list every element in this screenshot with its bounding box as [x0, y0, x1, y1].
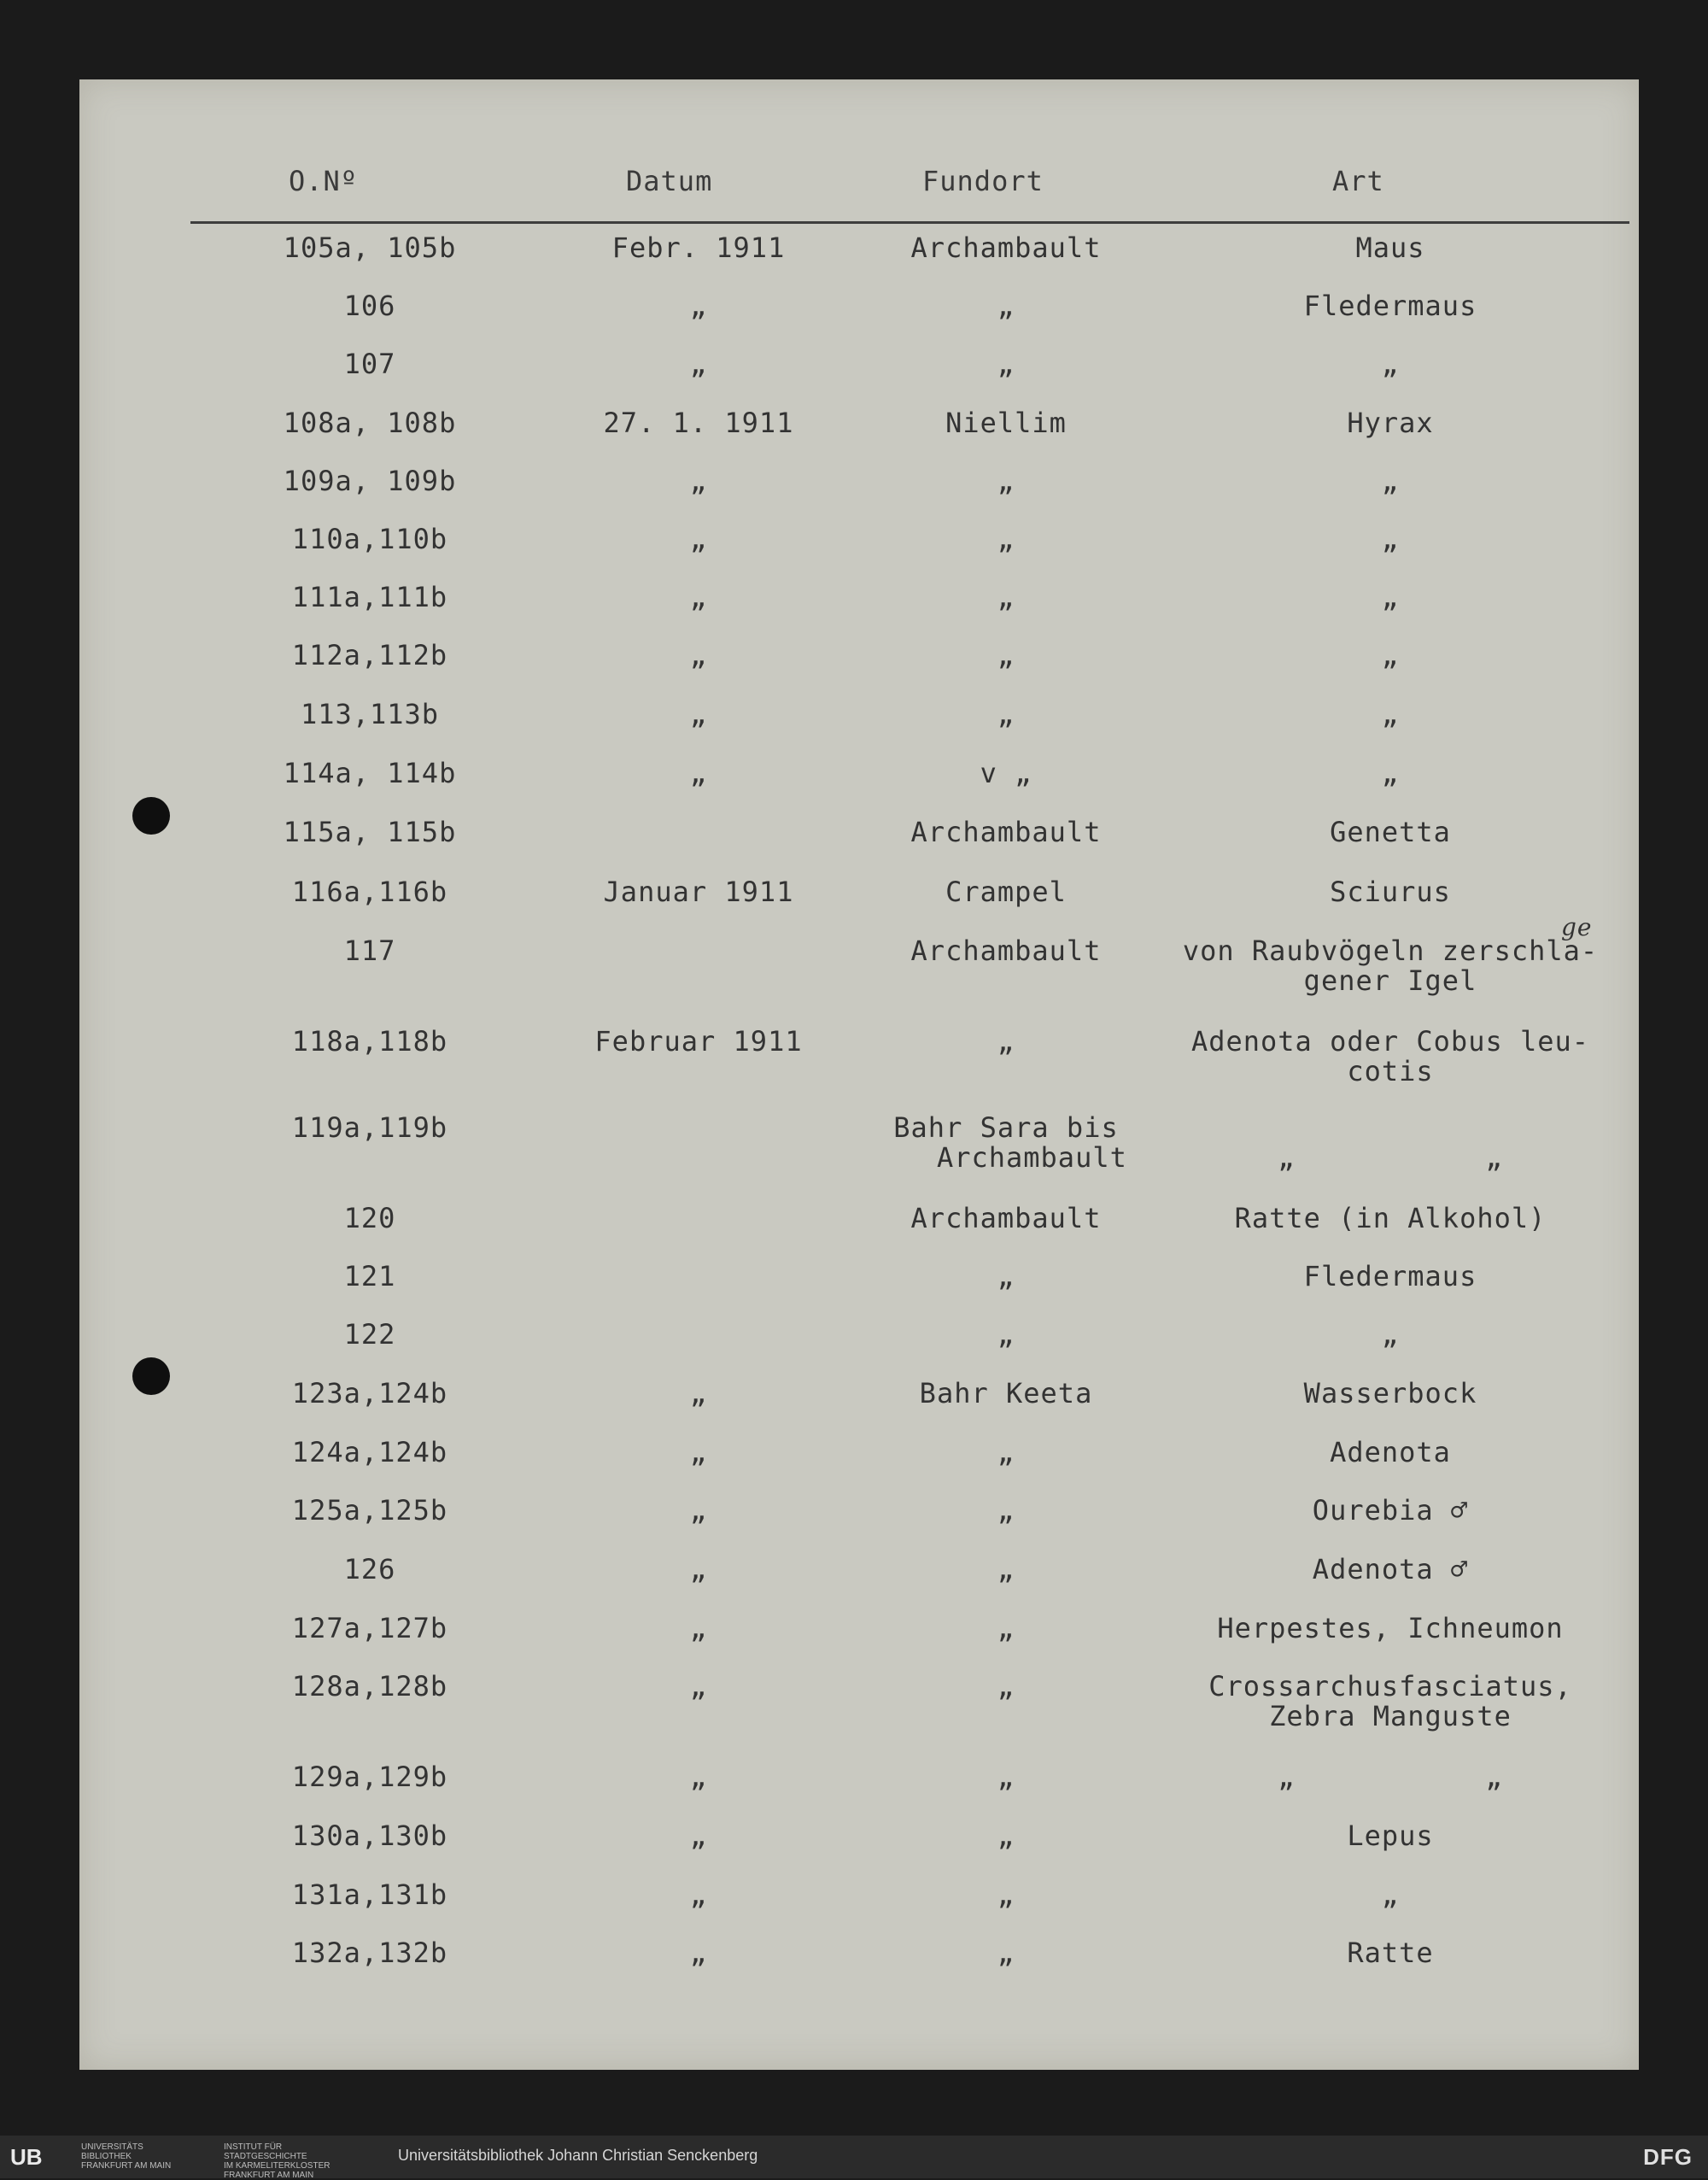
cell-nr: 106: [343, 290, 396, 322]
table-row: [79, 408, 1639, 468]
cell-nr: 124a,124b: [291, 1436, 448, 1468]
cell-nr: 121: [343, 1260, 396, 1292]
cell-datum: „: [689, 698, 708, 730]
cell-fundort: Bahr Sara bis Archambault: [893, 1111, 1127, 1174]
cell-fundort: „: [997, 1318, 1015, 1351]
cell-datum: 27. 1. 1911: [603, 407, 794, 439]
cell-nr: 125a,125b: [291, 1494, 448, 1527]
table-row: [79, 877, 1639, 937]
table-row: [79, 1762, 1639, 1822]
cell-nr: 130a,130b: [291, 1820, 448, 1852]
cell-datum: Januar 1911: [603, 876, 794, 908]
table-row: [79, 291, 1639, 351]
cell-art: „: [1381, 639, 1400, 671]
cell-fundort: „: [997, 290, 1015, 322]
cell-nr: 129a,129b: [291, 1761, 448, 1793]
cell-datum: „: [689, 1553, 708, 1585]
cell-art: Lepus: [1347, 1820, 1434, 1852]
table-row: [79, 1204, 1639, 1263]
cell-art: Adenota ♂: [1312, 1553, 1469, 1585]
cell-art: Ourebia ♂: [1312, 1494, 1469, 1527]
cell-fundort: „: [997, 523, 1015, 555]
cell-art: Ratte (in Alkohol): [1234, 1202, 1547, 1234]
cell-datum: „: [689, 465, 708, 497]
table-row: [79, 1496, 1639, 1556]
cell-fundort: „: [997, 1937, 1015, 1969]
cell-datum: „: [689, 1761, 708, 1793]
cell-nr: 122: [343, 1318, 396, 1351]
cell-nr: 107: [343, 348, 396, 380]
cell-art: Fledermaus: [1303, 290, 1477, 322]
cell-datum: „: [689, 639, 708, 671]
cell-art: „: [1381, 348, 1400, 380]
cell-nr: 105a, 105b: [283, 231, 457, 264]
cell-fundort: Niellim: [945, 407, 1067, 439]
table-row: [79, 1438, 1639, 1497]
cell-nr: 111a,111b: [291, 581, 448, 613]
cell-datum: „: [689, 1670, 708, 1702]
cell-art: „: [1381, 1878, 1400, 1911]
cell-fundort: „: [997, 1260, 1015, 1292]
cell-nr: 110a,110b: [291, 523, 448, 555]
cell-art: „ „: [1278, 1761, 1503, 1793]
cell-nr: 120: [343, 1202, 396, 1234]
table-row: [79, 1379, 1639, 1439]
cell-fundort: „: [997, 1612, 1015, 1644]
table-row: [79, 913, 1639, 997]
table-row: [79, 466, 1639, 526]
cell-datum: „: [689, 1436, 708, 1468]
cell-art: „ „: [1278, 1141, 1503, 1174]
cell-nr: 108a, 108b: [283, 407, 457, 439]
table-row: [79, 1672, 1639, 1732]
cell-nr: 127a,127b: [291, 1612, 448, 1644]
cell-art: Genetta: [1330, 816, 1451, 848]
cell-fundort: Archambault: [910, 816, 1102, 848]
library-name: Universitätsbibliothek Johann Christian Senckenberg: [398, 2147, 758, 2164]
cell-fundort: „: [997, 1025, 1015, 1058]
table-row: [79, 1262, 1639, 1321]
cell-fundort: „: [997, 698, 1015, 730]
cell-fundort: Bahr Keeta: [919, 1377, 1093, 1409]
cell-art: Sciurus: [1330, 876, 1451, 908]
ub-text: UNIVERSITÄTS BIBLIOTHEK FRANKFURT AM MAIN: [81, 2142, 172, 2171]
cell-fundort: „: [997, 1878, 1015, 1911]
table-row: [79, 1614, 1639, 1673]
cell-datum: „: [689, 1937, 708, 1969]
cell-fundort: Archambault: [910, 1202, 1102, 1234]
cell-nr: 123a,124b: [291, 1377, 448, 1409]
cell-nr: 117: [343, 935, 396, 967]
table-row: [79, 1320, 1639, 1380]
cell-art: „: [1381, 581, 1400, 613]
handwritten-note: ge: [1561, 913, 1593, 941]
cell-art: „: [1381, 465, 1400, 497]
cell-fundort: Archambault: [910, 231, 1102, 264]
cell-art: Adenota oder Cobus leu- cotis: [1190, 1025, 1590, 1087]
cell-art: „: [1381, 1318, 1400, 1351]
cell-fundort: „: [997, 1494, 1015, 1527]
cell-nr: 112a,112b: [291, 639, 448, 671]
cell-art: „: [1381, 757, 1400, 789]
cell-datum: „: [689, 1612, 708, 1644]
cell-art: Maus: [1355, 231, 1425, 264]
table-row: [79, 524, 1639, 584]
table-row: [79, 1938, 1639, 1998]
cell-nr: 119a,119b: [291, 1111, 448, 1144]
cell-fundort: v „: [980, 757, 1032, 789]
cell-fundort: „: [997, 1820, 1015, 1852]
cell-fundort: „: [997, 465, 1015, 497]
table-row: [79, 349, 1639, 409]
cell-nr: 116a,116b: [291, 876, 448, 908]
cell-nr: 126: [343, 1553, 396, 1585]
cell-datum: „: [689, 1494, 708, 1527]
cell-datum: „: [689, 290, 708, 322]
footer-bar: [0, 2136, 1708, 2178]
cell-datum: „: [689, 1377, 708, 1409]
cell-art: Ratte: [1347, 1937, 1434, 1969]
table-row: [79, 818, 1639, 877]
cell-nr: 109a, 109b: [283, 465, 457, 497]
cell-nr: 115a, 115b: [283, 816, 457, 848]
table-row: [79, 233, 1639, 293]
cell-nr: 131a,131b: [291, 1878, 448, 1911]
dfg-logo: DFG: [1643, 2144, 1693, 2170]
cell-art: Adenota: [1330, 1436, 1451, 1468]
cell-art: „: [1381, 523, 1400, 555]
table-row: [79, 759, 1639, 818]
cell-datum: Februar 1911: [594, 1025, 803, 1058]
cell-nr: 113,113b: [300, 698, 440, 730]
cell-fundort: „: [997, 1761, 1015, 1793]
header-art: Art: [1332, 165, 1384, 197]
cell-art: Wasserbock: [1303, 1377, 1477, 1409]
table-row: [79, 1027, 1639, 1087]
cell-datum: „: [689, 757, 708, 789]
table-row: [79, 1555, 1639, 1614]
ub-logo: UB: [10, 2144, 43, 2170]
header-nr: O.Nº: [289, 165, 359, 197]
cell-art: Fledermaus: [1303, 1260, 1477, 1292]
header-rule: [190, 221, 1629, 224]
cell-fundort: „: [997, 348, 1015, 380]
cell-datum: „: [689, 348, 708, 380]
cell-fundort: Archambault: [910, 935, 1102, 967]
cell-datum: Febr. 1911: [611, 231, 786, 264]
cell-datum: „: [689, 581, 708, 613]
header-fundort: Fundort: [922, 165, 1044, 197]
table-row: [79, 583, 1639, 642]
cell-nr: 118a,118b: [291, 1025, 448, 1058]
cell-datum: „: [689, 1878, 708, 1911]
table-row: [79, 1821, 1639, 1881]
cell-fundort: „: [997, 1553, 1015, 1585]
cell-art: Crossarchusfasciatus, Zebra Manguste: [1208, 1670, 1572, 1732]
cell-art: Hyrax: [1347, 407, 1434, 439]
header-datum: Datum: [626, 165, 713, 197]
cell-fundort: „: [997, 1670, 1015, 1702]
cell-fundort: „: [997, 581, 1015, 613]
cell-art: Herpestes, Ichneumon: [1217, 1612, 1564, 1644]
table-row: [79, 700, 1639, 759]
cell-nr: 114a, 114b: [283, 757, 457, 789]
table-row: [79, 1880, 1639, 1940]
table-row: [79, 641, 1639, 700]
cell-fundort: Crampel: [945, 876, 1067, 908]
cell-nr: 132a,132b: [291, 1937, 448, 1969]
cell-datum: „: [689, 1820, 708, 1852]
cell-art: von Raubvögeln zerschla- gener Igel: [1182, 935, 1599, 997]
cell-datum: „: [689, 523, 708, 555]
cell-nr: 128a,128b: [291, 1670, 448, 1702]
institut-text: INSTITUT FÜR STADTGESCHICHTE IM KARMELITERKLOSTER FRANKFURT AM MAIN: [224, 2142, 330, 2180]
table-row: [79, 1113, 1639, 1173]
cell-art: „: [1381, 698, 1400, 730]
cell-fundort: „: [997, 1436, 1015, 1468]
cell-fundort: „: [997, 639, 1015, 671]
document-page: [79, 79, 1639, 2070]
